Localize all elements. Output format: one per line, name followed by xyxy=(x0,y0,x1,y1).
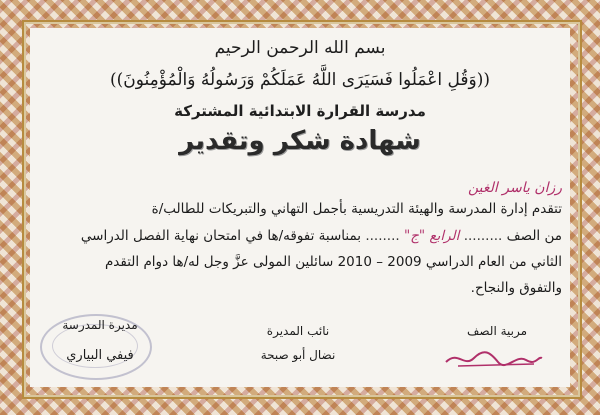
certificate-title: شهادة شكر وتقدير xyxy=(179,126,421,156)
signature-icon xyxy=(438,346,548,370)
principal-title: مديرة المدرسة xyxy=(62,318,138,332)
dots: ........ xyxy=(365,228,400,244)
certificate-paper xyxy=(30,28,570,387)
dots: ......... xyxy=(463,228,503,244)
body-line-4: والتفوق والنجاح. xyxy=(470,280,562,296)
class-teacher-signature xyxy=(438,346,548,374)
body-line-1: تتقدم إدارة المدرسة والهيئة التدريسية بأجمل التهاني والتبريكات للطالب/ة xyxy=(151,201,562,217)
quran-verse: ((وَقُلِ اعْمَلُوا فَسَيَرَى اللَّهُ عَمَلَكُمْ وَرَسُولُهُ وَالْمُؤْمِنُونَ)) xyxy=(109,70,490,90)
body-line-2-suffix: بمناسبة تفوقه/ها في امتحان نهاية الفصل الدراسي xyxy=(80,228,362,244)
body-line-3: الثاني من العام الدراسي 2009 – 2010 سائلين المولى عزَّ وجل له/ها دوام التقدم xyxy=(104,254,562,270)
body-line-2-prefix: من الصف xyxy=(506,228,562,244)
class-teacher-title: مربية الصف xyxy=(466,324,528,338)
student-name: رزان ياسر الغين xyxy=(467,180,562,196)
basmala: بسم الله الرحمن الرحيم xyxy=(214,38,386,58)
body-line-2 xyxy=(38,228,562,244)
school-name: مدرسة القرارة الابتدائية المشتركة xyxy=(174,102,426,120)
vice-principal-title: نائب المديرة xyxy=(266,324,330,338)
principal-name: فيفي البياري xyxy=(66,348,134,363)
vice-principal-name: نضال أبو صبحة xyxy=(260,348,336,362)
student-grade: الرابع "ج" xyxy=(403,228,460,244)
